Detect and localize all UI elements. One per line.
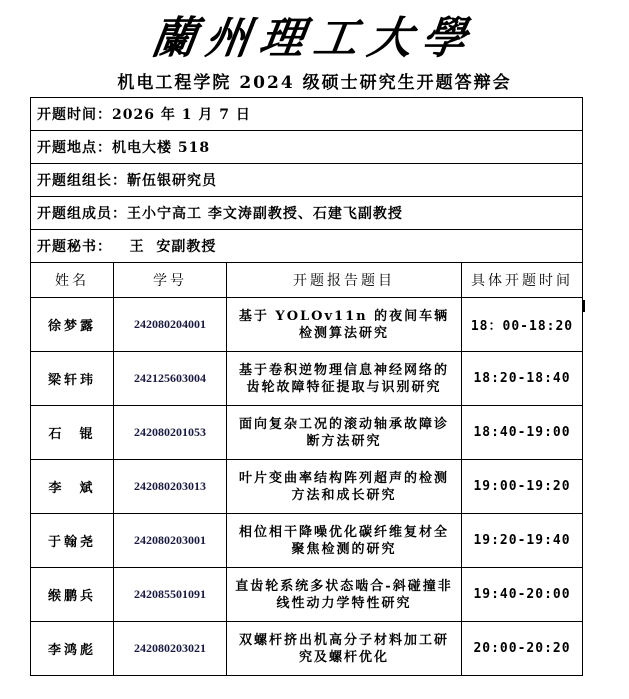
student-id: 242080203013 xyxy=(114,460,227,514)
info-location: 开题地点：机电大楼 518 xyxy=(31,131,583,164)
student-name: 于翰尧 xyxy=(31,514,114,568)
student-id: 242080201053 xyxy=(114,406,227,460)
info-time: 开题时间：2026 年 1 月 7 日 xyxy=(31,98,583,131)
defense-time: 20:00-20:20 xyxy=(462,622,583,676)
info-secretary: 开题秘书： 王 安副教授 xyxy=(31,230,583,263)
thesis-topic: 叶片变曲率结构阵列超声的检测方法和成长研究 xyxy=(227,460,462,514)
university-logo: 蘭州理工大學 xyxy=(148,13,480,64)
info-leader: 开题组组长：靳伍银研究员 xyxy=(31,164,583,197)
student-name: 梁轩玮 xyxy=(31,352,114,406)
cursor-mark xyxy=(583,300,585,312)
table-row xyxy=(31,298,583,352)
thesis-topic: 基于卷积逆物理信息神经网络的齿轮故障特征提取与识别研究 xyxy=(227,352,462,406)
thesis-topic: 相位相干降噪优化碳纤维复材全聚焦检测的研究 xyxy=(227,514,462,568)
header-name: 姓名 xyxy=(31,263,114,298)
student-id: 242080203021 xyxy=(114,622,227,676)
defense-time: 18:40-19:00 xyxy=(462,406,583,460)
table-row xyxy=(31,622,583,676)
student-name: 李 斌 xyxy=(31,460,114,514)
thesis-topic: 面向复杂工况的滚动轴承故障诊断方法研究 xyxy=(227,406,462,460)
defense-time: 18:20-18:40 xyxy=(462,352,583,406)
defense-time: 19:20-19:40 xyxy=(462,514,583,568)
thesis-topic: 双螺杆挤出机高分子材料加工研究及螺杆优化 xyxy=(227,622,462,676)
table-row xyxy=(31,514,583,568)
header-time: 具体开题时间 xyxy=(462,263,583,298)
page-title: 机电工程学院 2024 级硕士研究生开题答辩会 xyxy=(117,73,512,93)
table-row xyxy=(31,406,583,460)
student-name: 徐梦露 xyxy=(31,298,114,352)
student-id: 242080204001 xyxy=(114,298,227,352)
defense-time: 19:40-20:00 xyxy=(462,568,583,622)
schedule-table xyxy=(30,97,583,676)
student-id: 242085501091 xyxy=(114,568,227,622)
student-name: 石 锟 xyxy=(31,406,114,460)
header-id: 学号 xyxy=(114,263,227,298)
student-id: 242080203001 xyxy=(114,514,227,568)
info-members: 开题组成员：王小宁高工 李文涛副教授、石建飞副教授 xyxy=(31,197,583,230)
defense-time: 18：00-18:20 xyxy=(462,298,583,352)
table-row xyxy=(31,460,583,514)
table-row xyxy=(31,352,583,406)
thesis-topic: 直齿轮系统多状态啮合-斜碰撞非线性动力学特性研究 xyxy=(227,568,462,622)
table-row xyxy=(31,568,583,622)
header-topic: 开题报告题目 xyxy=(227,263,462,298)
student-id: 242125603004 xyxy=(114,352,227,406)
student-name: 李鸿彪 xyxy=(31,622,114,676)
student-name: 缑鹏兵 xyxy=(31,568,114,622)
defense-time: 19:00-19:20 xyxy=(462,460,583,514)
thesis-topic: 基于 YOLOv11n 的夜间车辆检测算法研究 xyxy=(227,298,462,352)
